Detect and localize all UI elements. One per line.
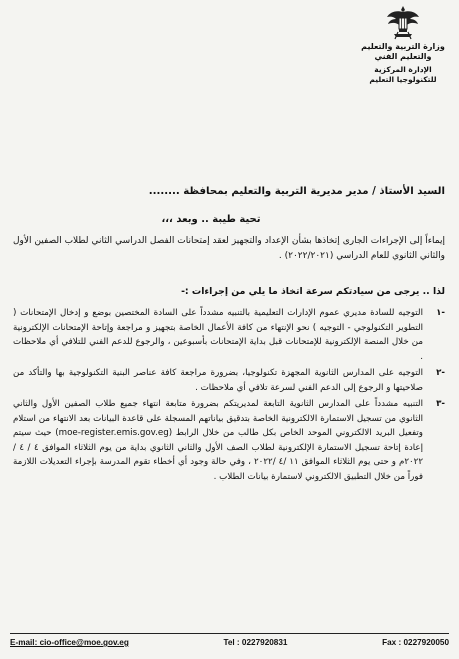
intro-paragraph: إيماءاً إلى الإجراءات الجارى إتخاذها بشأن الإعداد والتجهيز لعقد إمتحانات الفصل الدراسي الثاني لطلاب الصفين الأول والثاني الثانوي للعام الدراسي (٢٠٢٢/٢٠٢١) .	[13, 236, 445, 261]
eagle-emblem-icon	[386, 4, 420, 42]
action-item-number: ٢-	[436, 368, 445, 378]
action-item-number: ١-	[436, 308, 445, 318]
action-items-list	[13, 306, 445, 486]
letterhead	[355, 4, 451, 85]
addressee-line: السيد الأستاذ / مدير مديرية التربية والتعليم بمحافظة ........	[148, 186, 445, 197]
department-name-line2: للتكنولوجيا التعليم	[369, 75, 437, 84]
footer-fax: Fax : 0227920050	[382, 638, 449, 647]
footer-email[interactable]: E-mail: cio-office@moe.gov.eg	[10, 638, 129, 647]
request-line: لذا .. يرجى من سيادتكم سرعة اتخاذ ما يلي من إجراءات :-	[181, 286, 445, 297]
action-item	[13, 366, 445, 395]
footer-divider	[10, 633, 449, 634]
action-item-text: التوجيه للسادة مديري عموم الإدارات التعليمية بالتنبيه مشدداً على السادة المختصين بوضع و إدخال الإمتحانات ( التطوير التكنولوجي - التوجيه ) نحو الإنتهاء من كافة الأعمال الخاصة بتجهيز و مراجعة وإتاحة الإمتحانات الإلكترونية من خلال المنصة الإلكترونية للإمتحانات قبل بداية الإمتحانات بأسبوعين ، والرجوع للدعم الفني للتلافي أي ملاحظات .	[13, 308, 423, 362]
department-name-line1: الإدارة المركزية	[374, 65, 432, 74]
footer-contact-bar	[10, 638, 449, 647]
ministry-name: وزارة التربية والتعليم	[361, 42, 445, 51]
footer-tel: Tel : 0227920831	[223, 638, 288, 647]
action-item-text: التنبيه مشدداً على المدارس الثانوية التابعة لمديريتكم بضرورة متابعة انتهاء جميع طلاب الصفين الأول والثاني الثانوي من تسجيل الاستمارة الالكترونية الخاصة بتدقيق بياناتهم المسجلة على قاعدة البيانات بعد الانتهاء من استلام وتفعيل البريد الالكتروني الموحد الخاص بكل طالب من خلال الرابط (moe-register.emis.gov.eg) حيث سيتم إعادة إتاحة تسجيل الاستمارة الإلكترونية لطلاب الصف الأول والثاني الثانوي بداية من يوم الثلاثاء الموافق ٤ / ٤ / ٢٠٢٢م و حتى يوم الثلاثاء الموافق ١١ /٤ /٢٠٢٢ ، وفي حالة وجود أي أخطاء تقوم المدرسة بإجراء التعديلات اللازمة فوراً من خلال التطبيق الالكتروني لاستمارة بيانات الطلاب .	[13, 399, 424, 482]
action-item	[13, 397, 445, 484]
action-item	[13, 306, 445, 364]
action-item-text: التوجيه على المدارس الثانوية المجهزة تكنولوجيا، بضرورة مراجعة كافة عناصر البنية التكنولوجية بها والتأكد من صلاحيتها و الرجوع إلى الدعم الفني لسرعة تلافي أي ملاحظات .	[13, 368, 423, 393]
action-item-number: ٣-	[436, 399, 445, 409]
greeting-line: تحية طيبة .. وبعد ،،،	[161, 214, 261, 225]
technical-education-name: والتعليم الفني	[374, 52, 432, 61]
